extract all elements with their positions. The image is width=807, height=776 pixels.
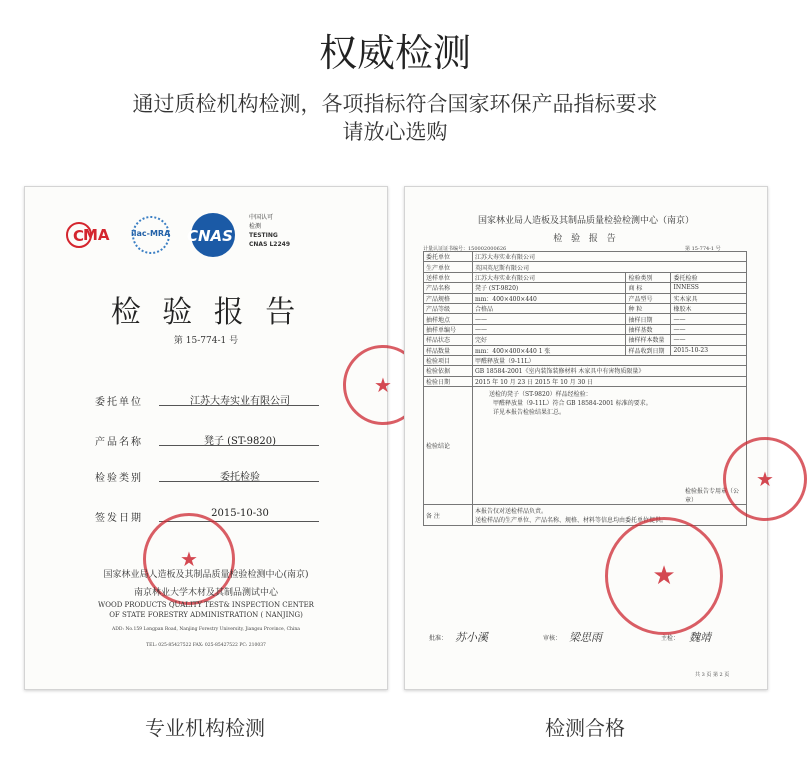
table-label-cell: 样品状态: [424, 335, 473, 345]
sign-name-test: 魏靖: [689, 631, 711, 644]
remark-text-1: 本报告仅对送检样品负责。: [475, 508, 548, 516]
report-number: 第 15-774-1 号: [173, 336, 239, 346]
table-label-cell: 产品型号: [626, 293, 671, 303]
table-row: [424, 355, 747, 365]
cert-number: 计量认证证书编号：150002000626: [423, 246, 507, 252]
report-table: [423, 251, 747, 526]
table-row: [424, 293, 747, 303]
table-label-cell: 种 粒: [626, 303, 671, 313]
table-row: [424, 303, 747, 313]
table-row: [424, 387, 747, 505]
table-value-cell: 凳子 (ST-9820): [473, 283, 626, 293]
table-row: [424, 335, 747, 345]
table-label-cell: 抽样样本数量: [626, 335, 671, 345]
table-value-cell: mm：400×400×440 1 张: [473, 345, 626, 355]
conclusion-text-3: 详见本报告检验结果汇总。: [493, 409, 566, 417]
subtitle-line-2: 请放心选购: [342, 120, 448, 144]
table-label-cell: 商 标: [626, 283, 671, 293]
table-label-cell: 产品名称: [424, 283, 473, 293]
cnas-logo: [183, 211, 243, 259]
caption-left: 专业机构检测: [145, 716, 265, 740]
table-value-cell: ——: [473, 324, 626, 334]
table-label-cell: 送样单位: [424, 272, 473, 282]
table-value-cell: 2015 年 10 月 23 日 2015 年 10 月 30 日: [473, 376, 747, 386]
table-row: [424, 314, 747, 324]
table-row: [424, 376, 747, 386]
field-value-client: 江苏大寿实业有限公司: [190, 396, 290, 407]
table-value-cell: 英国英尼斯有限公司: [473, 262, 747, 272]
official-seal-edge: ★: [723, 437, 807, 521]
seal-note: 检验报告专用章（公章）: [685, 488, 740, 505]
table-value-cell: 橡胶木: [671, 303, 747, 313]
ilac-logo: [129, 215, 173, 255]
table-row: [424, 324, 747, 334]
report-title: 检 验 报 告: [553, 234, 619, 244]
cma-logo-text: MA: [83, 226, 110, 244]
table-value-cell: 江苏大寿实业有限公司: [473, 272, 626, 282]
table-row: [424, 345, 747, 355]
org-contact: TEL: 025-85427522 FAX: 025-85427522 PC: 210037: [146, 643, 266, 648]
field-value-category: 委托检验: [220, 472, 260, 483]
org-name-cn-1: 国家林业局人造板及其制品质量检验检测中心(南京): [103, 570, 309, 580]
table-label-cell: 委托单位: [424, 252, 473, 262]
table-label-cell: 生产单位: [424, 262, 473, 272]
table-label-cell: 检验依据: [424, 366, 473, 376]
inspection-report-cover: [24, 186, 392, 690]
table-value-cell: INNESS: [671, 283, 747, 293]
inspection-report-detail: [404, 186, 774, 690]
subtitle-line-1: 通过质检机构检测，各项指标符合国家环保产品指标要求: [132, 92, 658, 116]
report-org-title: 国家林业局人造板及其制品质量检验检测中心（南京）: [477, 216, 694, 226]
table-label-cell: 抽样地点: [424, 314, 473, 324]
table-label-cell: 样品收到日期: [626, 345, 671, 355]
conclusion-text-1: 送检的凳子（ST-9820）样品经检验：: [489, 391, 592, 399]
org-name-en-2: OF STATE FORESTRY ADMINISTRATION ( NANJING): [109, 611, 303, 619]
table-value-cell: 完好: [473, 335, 626, 345]
field-label-product: 产品名称: [95, 437, 143, 448]
table-value-cell: ——: [671, 335, 747, 345]
remark-label: 备 注: [424, 505, 473, 526]
table-label-cell: 抽样单编号: [424, 324, 473, 334]
field-value-date: 2015-10-30: [211, 508, 269, 519]
conclusion-label: 检验结论: [424, 387, 473, 505]
sign-name-approve: 苏小溪: [455, 631, 488, 644]
table-value-cell: GB 18584-2001《室内装饰装修材料 木家具中有害物质限量》: [473, 366, 747, 376]
remark-text-2: 送检样品的生产单位、产品名称、规格、材料等信息均由委托单位提供。: [475, 517, 668, 525]
page-note: 共 3 页 第 2 页: [695, 672, 730, 678]
field-value-product: 凳子 (ST-9820): [203, 436, 277, 447]
table-value-cell: 甲醛释放量（9-11L）: [473, 355, 747, 365]
table-row: [424, 252, 747, 262]
table-value-cell: ——: [473, 314, 626, 324]
official-seal-large: ★: [605, 517, 723, 635]
report-title: 检 验 报 告: [110, 295, 302, 330]
signature-row: [425, 627, 755, 657]
table-value-cell: ——: [671, 324, 747, 334]
table-value-cell: 合格品: [473, 303, 626, 313]
field-label-client: 委托单位: [95, 397, 143, 408]
sign-name-review: 梁思雨: [569, 631, 602, 644]
table-row: [424, 272, 747, 282]
sign-label-review: 审核：: [543, 635, 562, 642]
org-name-en-1: WOOD PRODUCTS QUALITY TEST& INSPECTION CENTER: [98, 601, 314, 609]
ilac-logo-text: ilac-MRA: [131, 229, 171, 238]
cnas-logo-text: CNAS: [187, 227, 233, 245]
conclusion-text-2: 甲醛释放量（9-11L）符合 GB 18584-2001 标准的要求。: [493, 400, 652, 408]
table-row: [424, 366, 747, 376]
org-address: ADD: No.159 Longpan Road, Nanjing Forestry University, Jiangsu Province, China: [112, 627, 300, 632]
table-value-cell: 实木家具: [671, 293, 747, 303]
table-row: [424, 505, 747, 526]
table-label-cell: 检验类别: [626, 272, 671, 282]
table-label-cell: 检验日期: [424, 376, 473, 386]
svg-text:C: C: [73, 227, 85, 245]
caption-right: 检测合格: [545, 716, 625, 740]
table-value-cell: mm：400×400×440: [473, 293, 626, 303]
table-label-cell: 抽样日期: [626, 314, 671, 324]
table-label-cell: 抽样基数: [626, 324, 671, 334]
table-label-cell: 产品规格: [424, 293, 473, 303]
table-row: [424, 262, 747, 272]
table-value-cell: 江苏大寿实业有限公司: [473, 252, 747, 262]
org-name-cn-2: 南京林业大学木材及其制品测试中心: [133, 588, 278, 598]
page-title: 权威检测: [318, 31, 471, 75]
sign-label-test: 主检：: [661, 635, 680, 642]
official-seal-large: ★: [143, 513, 235, 605]
table-label-cell: 产品等级: [424, 303, 473, 313]
field-label-category: 检验类别: [95, 473, 143, 484]
field-label-date: 签发日期: [95, 513, 143, 524]
table-label-cell: 样品数量: [424, 345, 473, 355]
sign-label-approve: 批准：: [429, 635, 448, 642]
report-number: 第 15-774-1 号: [685, 246, 721, 252]
cma-logo: [65, 221, 121, 251]
table-row: [424, 283, 747, 293]
table-value-cell: 委托检验: [671, 272, 747, 282]
official-seal-edge: ★: [343, 345, 423, 425]
table-value-cell: 2015-10-23: [671, 345, 747, 355]
cnas-notes: 中国认可 检测 TESTING CNAS L2249: [249, 214, 291, 248]
table-value-cell: ——: [671, 314, 747, 324]
table-label-cell: 检验项目: [424, 355, 473, 365]
